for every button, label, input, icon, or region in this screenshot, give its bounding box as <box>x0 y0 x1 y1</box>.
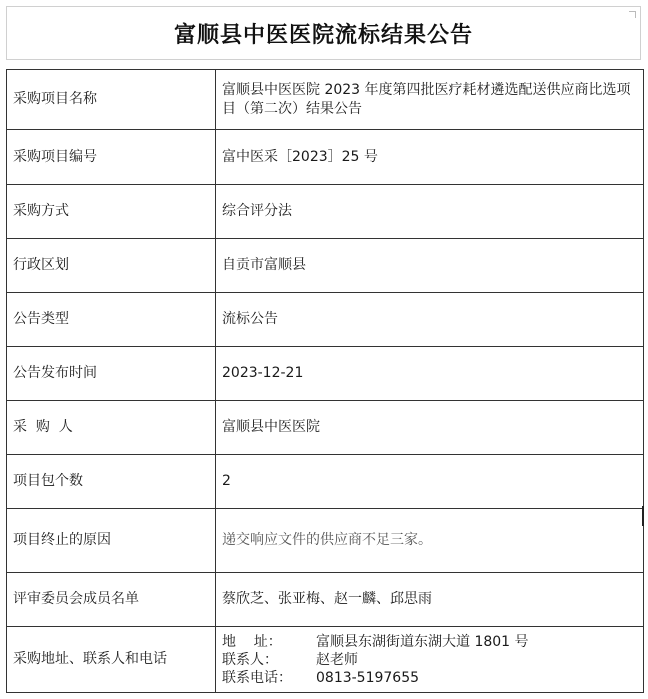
row-label-publish-time: 公告发布时间 <box>7 347 216 401</box>
table-row <box>7 347 644 401</box>
title-box <box>6 6 641 60</box>
row-value-region: 自贡市富顺县 <box>216 239 644 293</box>
table-row <box>7 573 644 627</box>
contact-person-value: 赵老师 <box>316 651 358 668</box>
table-row <box>7 70 644 130</box>
contact-address-label: 地 址： <box>222 633 282 650</box>
row-label-contact: 采购地址、联系人和电话 <box>7 627 216 693</box>
table-row <box>7 509 644 573</box>
row-value-project-number: 富中医采［2023］25 号 <box>216 130 644 185</box>
contact-phone-line <box>222 669 637 687</box>
row-value-purchaser: 富顺县中医医院 <box>216 401 644 455</box>
row-label-termination-reason: 项目终止的原因 <box>7 509 216 573</box>
table-row <box>7 455 644 509</box>
contact-person-line <box>222 651 637 669</box>
contact-person-label: 联系人： <box>222 651 278 668</box>
row-value-committee: 蔡欣芝、张亚梅、赵一麟、邱思雨 <box>216 573 644 627</box>
table-row <box>7 293 644 347</box>
row-label-notice-type: 公告类型 <box>7 293 216 347</box>
row-value-method: 综合评分法 <box>216 185 644 239</box>
text-cursor <box>642 506 644 526</box>
contact-address-line <box>222 633 637 651</box>
row-value-termination-reason: 递交响应文件的供应商不足三家。 <box>216 509 644 573</box>
table-row <box>7 185 644 239</box>
row-value-package-count: 2 <box>216 455 644 509</box>
row-label-package-count: 项目包个数 <box>7 455 216 509</box>
table-row <box>7 627 644 693</box>
contact-phone-value: 0813-5197655 <box>316 669 420 686</box>
row-label-project-number: 采购项目编号 <box>7 130 216 185</box>
contact-address-value: 富顺县东湖街道东湖大道 1801 号 <box>316 633 529 650</box>
row-label-method: 采购方式 <box>7 185 216 239</box>
row-value-publish-time: 2023-12-21 <box>216 347 644 401</box>
row-label-project-name: 采购项目名称 <box>7 70 216 130</box>
row-label-committee: 评审委员会成员名单 <box>7 573 216 627</box>
table-row <box>7 239 644 293</box>
row-value-notice-type: 流标公告 <box>216 293 644 347</box>
row-value-project-name: 富顺县中医医院 2023 年度第四批医疗耗材遴选配送供应商比选项目（第二次）结果公告 <box>216 70 644 130</box>
page-title: 富顺县中医医院流标结果公告 <box>173 21 473 48</box>
info-table <box>6 69 644 693</box>
row-label-region: 行政区划 <box>7 239 216 293</box>
contact-phone-label: 联系电话： <box>222 669 292 686</box>
row-value-contact <box>216 627 644 693</box>
table-row <box>7 130 644 185</box>
row-label-purchaser: 采 购 人 <box>7 401 216 455</box>
table-row <box>7 401 644 455</box>
corner-mark <box>629 11 636 18</box>
